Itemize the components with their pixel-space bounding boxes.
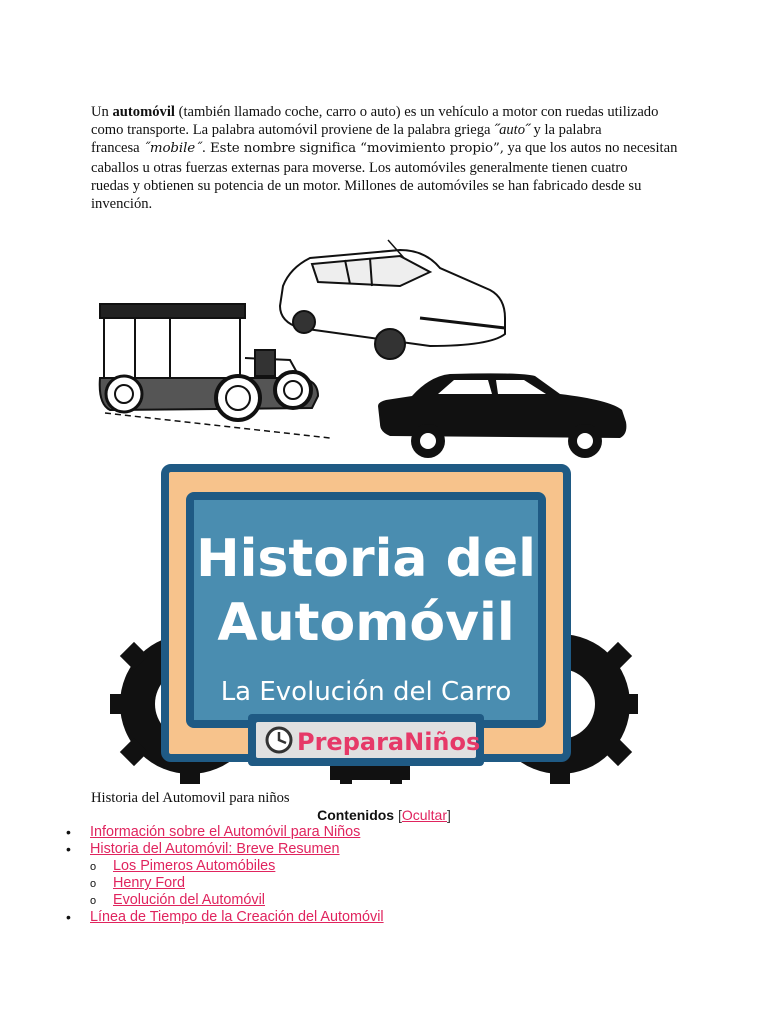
- intro-text: ruedas y obtienen su potencia de un motor. Millones de automóviles se han fabricado desde su: [91, 177, 642, 194]
- toc-item: [0, 841, 768, 858]
- brand-logo-text: PreparaNiños: [297, 728, 481, 756]
- toc-subitem: [0, 875, 768, 892]
- intro-text: invención.: [91, 196, 153, 213]
- toc-bracket: [: [394, 807, 402, 823]
- modern-car-silhouette: [378, 373, 626, 458]
- intro-text: ya que los autos no necesitan: [503, 140, 678, 157]
- toc-subitem: [0, 858, 768, 875]
- intro-text: . Este nombre significa “movimiento propio”,: [201, 141, 504, 157]
- table-of-contents: [0, 824, 768, 926]
- toc-bracket: ]: [447, 807, 451, 823]
- intro-text: francesa: [91, 140, 144, 157]
- toc-link-pimeros[interactable]: Los Pimeros Automóbiles: [113, 858, 276, 874]
- toc-subitem: [0, 892, 768, 909]
- intro-text: Un: [91, 104, 113, 120]
- toc-title: Contenidos: [317, 807, 395, 823]
- toc-link-henry-ford[interactable]: Henry Ford: [113, 875, 185, 891]
- toc-toggle-link[interactable]: Ocultar: [401, 807, 447, 823]
- toc-link-evolucion[interactable]: Evolución del Automóvil: [113, 892, 265, 908]
- image-caption: Historia del Automovil para niños: [91, 790, 290, 806]
- bullet-icon: •: [66, 824, 71, 840]
- bullet-icon: •: [66, 909, 71, 925]
- intro-italic-auto: ˝auto˝: [494, 122, 530, 139]
- sub-bullet-icon: o: [90, 878, 97, 890]
- toc-link-informacion[interactable]: Información sobre el Automóvil para Niños: [90, 824, 361, 840]
- intro-text: (también llamado coche, carro o auto) es un vehículo a motor con ruedas utilizado: [174, 104, 659, 120]
- sub-bullet-icon: o: [90, 861, 97, 873]
- intro-text: y la palabra: [529, 122, 602, 139]
- intro-bold-term: automóvil: [112, 104, 175, 120]
- toc-link-historia[interactable]: Historia del Automóvil: Breve Resumen: [90, 841, 340, 857]
- toc-item: [0, 909, 768, 926]
- toc-item: [0, 824, 768, 841]
- intro-text: como transporte. La palabra automóvil proviene de la palabra griega: [91, 122, 495, 139]
- intro-italic-mobile: ˝mobile˝: [143, 141, 202, 157]
- title-banner: [165, 468, 567, 766]
- intro-text: caballos u otras fuerzas externas para moverse. Los automóviles generalmente tienen cuatro: [91, 159, 628, 176]
- toc-header: [0, 807, 768, 823]
- clock-icon: [267, 728, 291, 752]
- banner-title-line1: Historia del: [196, 529, 536, 589]
- classic-sedan-drawing: [280, 240, 505, 359]
- bullet-icon: •: [66, 841, 71, 857]
- toc-link-linea-tiempo[interactable]: Línea de Tiempo de la Creación del Automóvil: [90, 909, 384, 925]
- banner-title-line2: Automóvil: [217, 593, 515, 653]
- intro-paragraph: [91, 103, 691, 213]
- banner-subtitle: La Evolución del Carro: [220, 677, 512, 707]
- sub-bullet-icon: o: [90, 895, 97, 907]
- car-history-illustration: [0, 228, 768, 788]
